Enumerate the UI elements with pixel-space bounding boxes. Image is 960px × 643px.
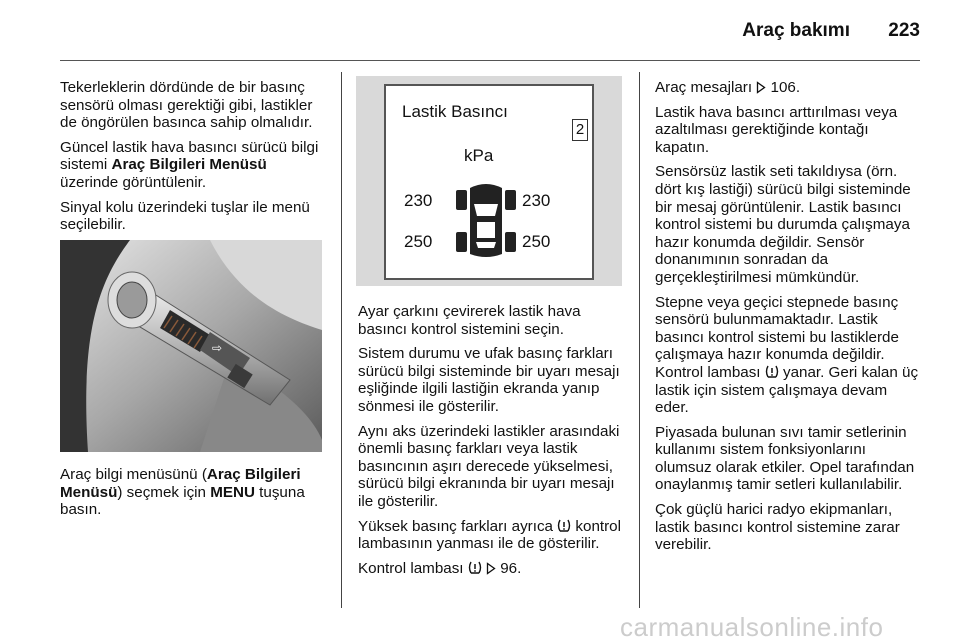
paragraph: Piyasada bulunan sıvı tamir setlerinin kullanımı sistem fonksiyonlarını olumsuz olarak etkiler. Opel tarafından onaylanmış tamir setleri kullanılabilir. — [655, 423, 915, 494]
paragraph: Sinyal kolu üzerindeki tuşlar ile menü seçilebilir. — [60, 198, 310, 234]
page-reference-arrow-icon — [756, 81, 766, 94]
paragraph: Tekerleklerin dördünde de bir basınç sensörü olması gerektiği gibi, lastikler de öngörülen basınca sahip olmalıdır. — [60, 79, 313, 132]
rear-right-pressure: 250 — [522, 232, 551, 251]
page-reference-arrow-icon — [486, 562, 496, 575]
paragraph: Lastik hava basıncı arttırılması veya azaltılması gerektiğinde kontağı kapatın. — [655, 103, 898, 156]
paragraph: Sistem durumu ve ufak basınç farkları sürücü bilgi sisteminde bir uyarı mesajı eşliğinde ilgili lastiğin ekranda yanıp sönmesi ile gösterilir. — [358, 345, 620, 415]
column-1 — [60, 79, 326, 241]
paragraph: Ayar çarkını çevirerek lastik hava basıncı kontrol sistemini seçin. — [358, 303, 581, 338]
tire-pressure-warning-icon — [468, 560, 482, 575]
paragraph: Stepne veya geçici stepnede basınç sensörü bulunmamaktadır. Lastik basıncı kontrol sistemi bu lastiklerde çalışmaya hazır konumda değildir. Kontrol lambası yanar. Geri kalan üç lastik için sistem çalışmaya devam eder. — [655, 293, 919, 417]
column-2 — [358, 303, 628, 584]
column-3 — [655, 79, 921, 561]
column-divider — [639, 72, 640, 608]
paragraph: Güncel lastik hava basıncı sürücü bilgi sistemi Araç Bilgileri Menüsü üzerinde görüntülenir. — [60, 138, 319, 191]
paragraph: Kontrol lambası 96. — [358, 559, 522, 577]
car-top-view-icon — [452, 182, 520, 260]
tire-pressure-warning-icon — [557, 518, 571, 533]
menu-button-name: MENU — [210, 483, 255, 501]
menu-name: Araç Bilgileri Menüsü — [111, 156, 267, 174]
page-number: 223 — [888, 20, 920, 41]
turn-signal-lever-photo — [60, 240, 322, 452]
menu-name: Araç Bilgileri Menüsü — [60, 466, 301, 501]
column-1-bottom — [60, 466, 326, 526]
paragraph: Araç bilgi menüsünü (Araç Bilgileri Menüsü) seçmek için MENU tuşuna basın. — [60, 466, 305, 519]
page-indicator: 2 — [572, 119, 588, 141]
column-divider — [341, 72, 342, 608]
paragraph: Araç mesajları 106. — [655, 79, 801, 96]
paragraph: Sensörsüz lastik seti takıldıysa (örn. dört kış lastiği) sürücü bilgi sisteminde bir mesaj görüntülenir. Lastik basıncı kontrol sistemi bu durumda çalışmaya hazır konumda değildir. Sensör donanımının sonradan da gerçekleştirilmesi mümkündür. — [655, 163, 911, 286]
tire-pressure-screen — [384, 84, 594, 280]
watermark: carmanualsonline.info — [620, 612, 884, 642]
tire-pressure-display-figure — [356, 76, 622, 286]
front-right-pressure: 230 — [522, 191, 551, 210]
tire-pressure-warning-icon — [765, 364, 779, 379]
rear-left-pressure: 250 — [404, 232, 433, 251]
paragraph: Aynı aks üzerindeki lastikler arasındaki önemli basınç farkları veya lastik basıncının aşırı derecede yükselmesi, sürücü bilgi ekranında bir uyarı mesajı ile gösterilir. — [358, 422, 620, 510]
paragraph: Yüksek basınç farkları ayrıca kontrol lambasının yanması ile de gösterilir. — [358, 517, 622, 553]
pressure-unit: kPa — [464, 146, 494, 165]
paragraph: Çok güçlü harici radyo ekipmanları, lastik basıncı kontrol sistemine zarar verebilir. — [655, 501, 900, 554]
front-left-pressure: 230 — [404, 191, 433, 210]
page-header — [0, 0, 960, 60]
header-rule — [60, 60, 920, 61]
section-title: Araç bakımı — [742, 20, 850, 41]
display-title: Lastik Basıncı — [402, 102, 508, 121]
svg-text:⇨: ⇨ — [212, 341, 223, 355]
